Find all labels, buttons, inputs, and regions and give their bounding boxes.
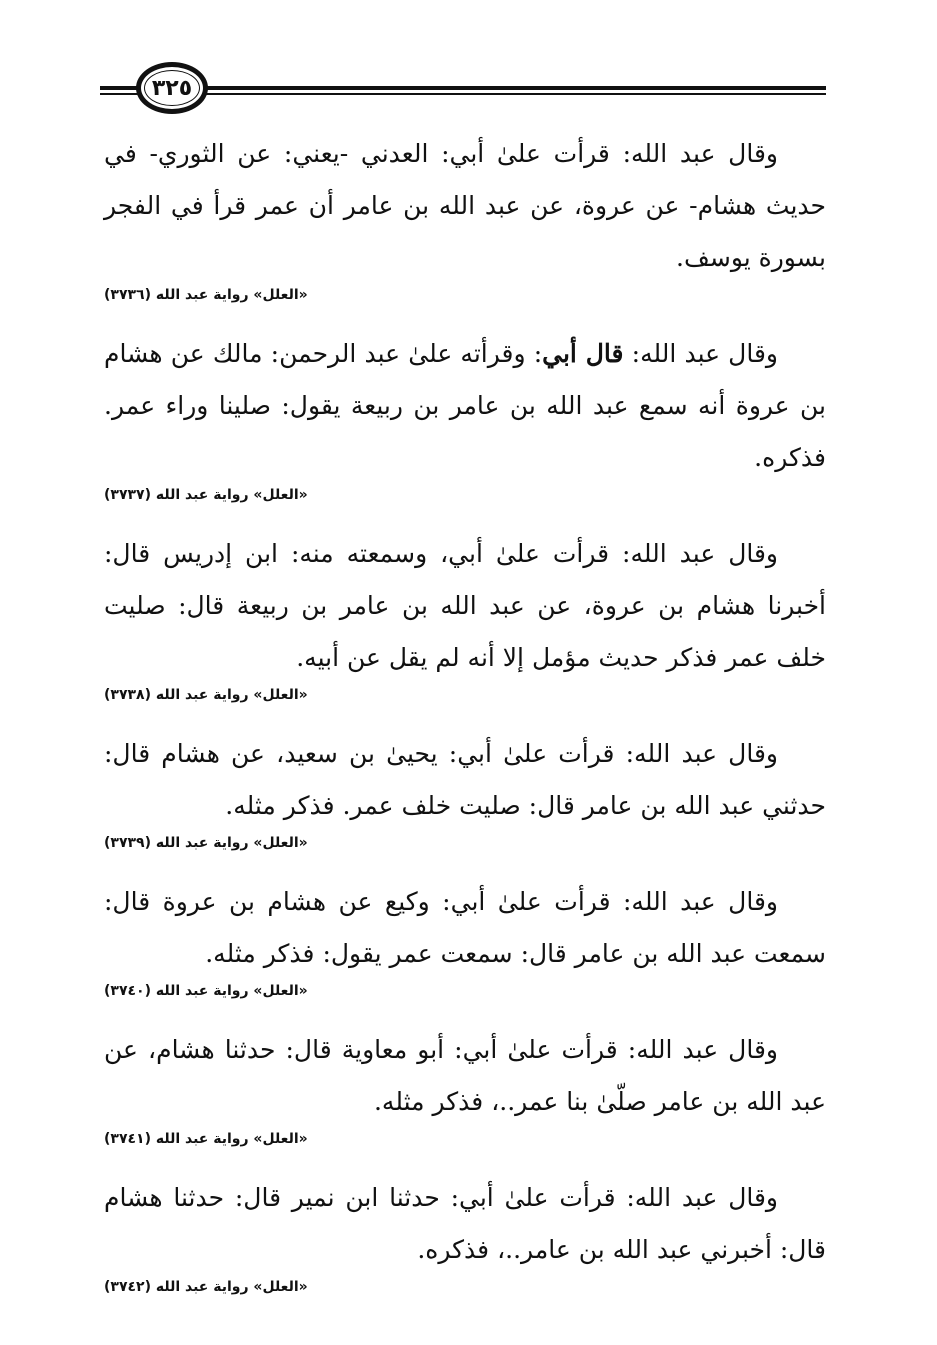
source-citation: «العلل» رواية عبد الله (٣٧٤٠): [104, 983, 308, 999]
bold-phrase: قال أبي: [542, 339, 624, 368]
entry-3739: [104, 728, 826, 854]
page-header: [100, 62, 826, 118]
header-rule-thick: [100, 86, 826, 90]
source-citation: «العلل» رواية عبد الله (٣٧٣٧): [104, 487, 308, 503]
entry-3740: [104, 876, 826, 1002]
page-body: [104, 128, 826, 1320]
entry-3738: [104, 528, 826, 706]
entry-text: وقال عبد الله: قرأت علىٰ أبي: أبو معاوية قال: حدثنا هشام، عن عبد الله بن عامر صلّىٰ بنا عمر..، فذكر مثله.: [104, 1035, 826, 1116]
entry-text: وقال عبد الله: قرأت علىٰ أبي: العدني -يعني: عن الثوري- في حديث هشام- عن عروة، عن عبد الله بن عامر أن عمر قرأ في الفجر بسورة يوسف.: [104, 139, 826, 272]
entry-text: وقال عبد الله: قرأت علىٰ أبي: وكيع عن هشام بن عروة قال: سمعت عبد الله بن عامر قال: سمعت عمر يقول: فذكر مثله.: [104, 887, 826, 968]
entry-3736: [104, 128, 826, 306]
page-number: ٣٢٥: [151, 75, 193, 101]
entry-3741: [104, 1024, 826, 1150]
entry-text: وقال عبد الله: قرأت علىٰ أبي، وسمعته منه: ابن إدريس قال: أخبرنا هشام بن عروة، عن عبد الله بن عامر بن ربيعة قال: صليت خلف عمر فذكر حديث مؤمل إلا أنه لم يقل عن أبيه.: [104, 539, 826, 672]
entry-3737: [104, 328, 826, 506]
header-rule-thin: [100, 93, 826, 95]
source-citation: «العلل» رواية عبد الله (٣٧٤١): [104, 1131, 308, 1147]
source-citation: «العلل» رواية عبد الله (٣٧٣٩): [104, 835, 308, 851]
source-citation: «العلل» رواية عبد الله (٣٧٤٢): [104, 1279, 308, 1295]
entry-text: وقال عبد الله: قرأت علىٰ أبي: حدثنا ابن نمير قال: حدثنا هشام قال: أخبرني عبد الله بن عامر..، فذكره.: [104, 1183, 826, 1264]
source-citation: «العلل» رواية عبد الله (٣٧٣٦): [104, 287, 308, 303]
entry-3742: [104, 1172, 826, 1298]
source-citation: «العلل» رواية عبد الله (٣٧٣٨): [104, 687, 308, 703]
entry-text: وقال عبد الله: قرأت علىٰ أبي: يحيىٰ بن سعيد، عن هشام قال: حدثني عبد الله بن عامر قال: صليت خلف عمر. فذكر مثله.: [104, 739, 826, 820]
entry-text: وقال عبد الله: قال أبي: وقرأته علىٰ عبد الرحمن: مالك عن هشام بن عروة أنه سمع عبد الله بن عامر بن ربيعة يقول: صلينا وراء عمر. فذكره.: [104, 339, 826, 472]
page-number-badge: [136, 62, 208, 114]
